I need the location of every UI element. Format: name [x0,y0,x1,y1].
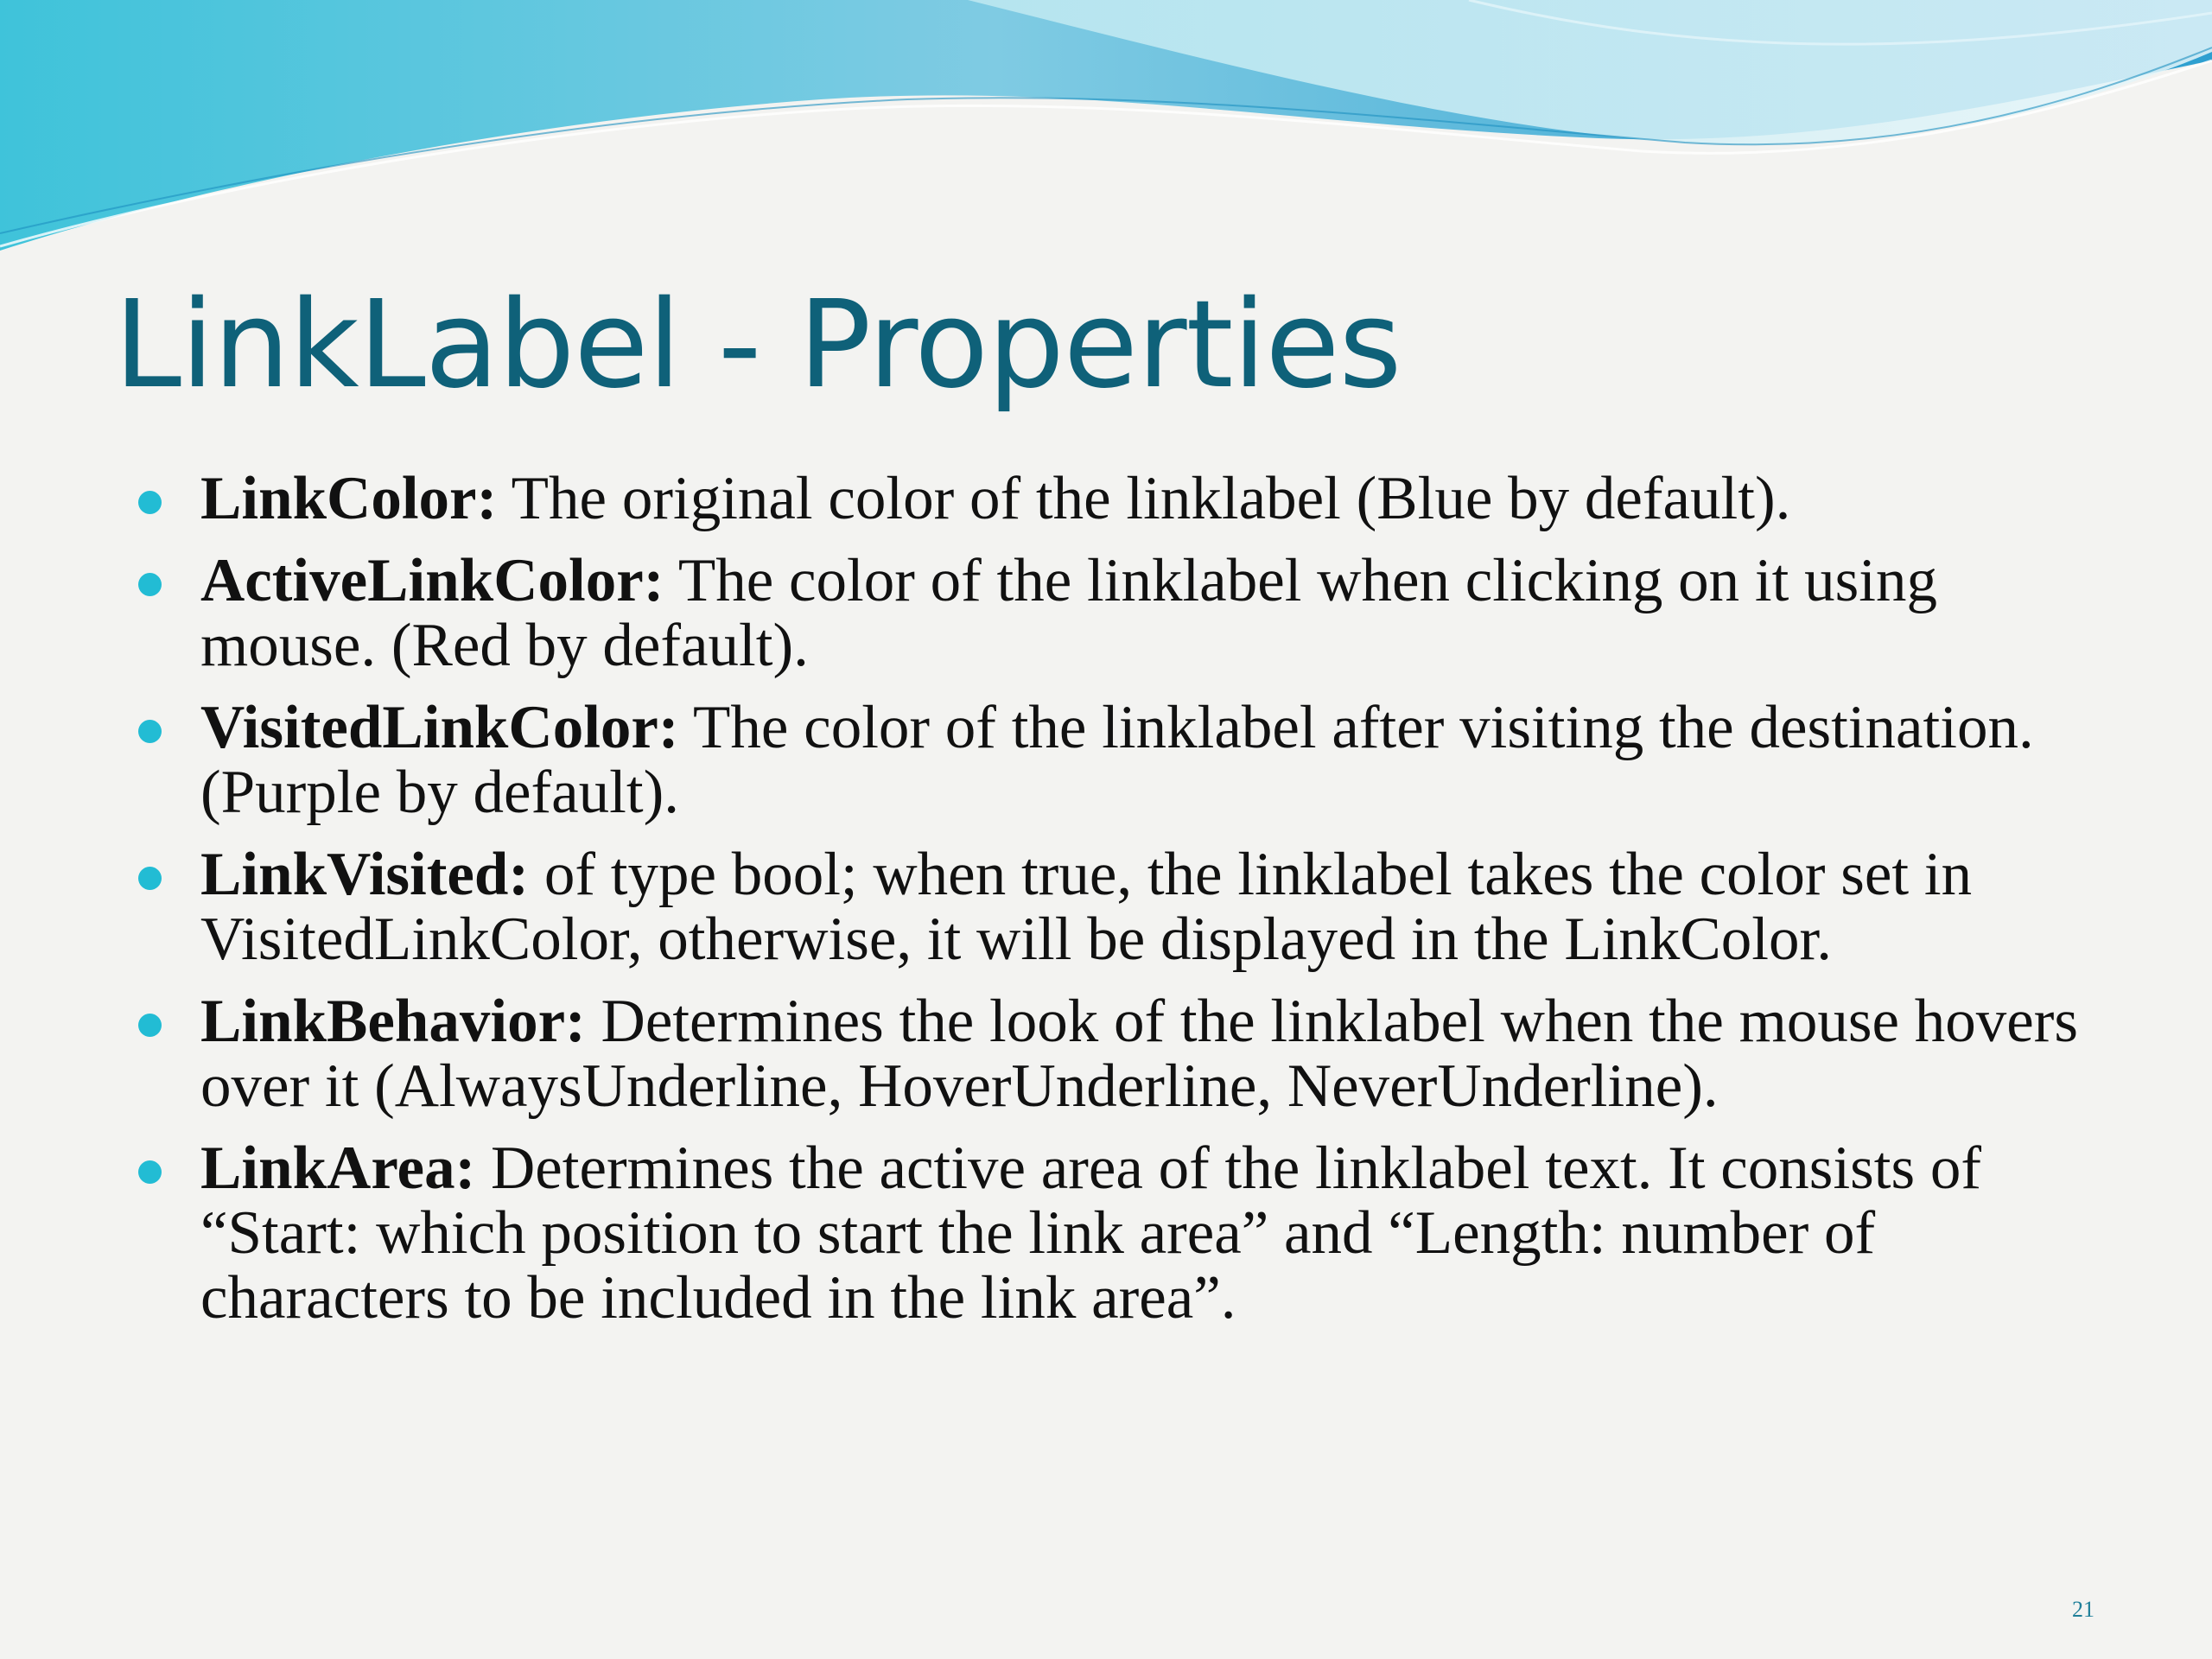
property-name: ActiveLinkColor: [200,547,664,614]
property-description: of type bool; when true, the linklabel takes the color set in VisitedLinkColor, otherwise, it will be displayed in the LinkColor. [200,841,1973,973]
property-description: Determines the active area of the linklabel text. It consists of “Start: which position to start the link area” and “Length: number of characters to be included in the link area”. [200,1135,1982,1332]
bullet-item-activelinkcolor [138,549,2126,678]
property-description: Determines the look of the linklabel when the mouse hovers over it (AlwaysUnderline, HoverUnderline, NeverUnderline). [200,988,2079,1120]
property-name: LinkArea: [200,1135,476,1202]
bullet-dot-icon [138,1014,162,1037]
bullet-dot-icon [138,491,162,514]
property-name: LinkVisited: [200,841,530,908]
slide-number: 21 [2072,1597,2094,1622]
slide-title: LinkLabel - Properties [114,275,1402,416]
bullet-dot-icon [138,720,162,743]
property-description: The color of the linklabel after visiting the destination. (Purple by default). [200,694,2034,826]
property-name: LinkBehavior: [200,988,586,1055]
bullet-item-linkcolor [138,467,2126,531]
bullet-item-visitedlinkcolor [138,696,2126,825]
property-description: The original color of the linklabel (Blue by default). [497,465,1791,532]
bullet-dot-icon [138,1160,162,1184]
bullet-list [138,467,2126,1348]
property-name: LinkColor: [200,465,498,532]
property-name: VisitedLinkColor: [200,694,679,761]
bullet-item-linkbehavior [138,989,2126,1119]
property-description: The color of the linklabel when clicking on it using mouse. (Red by default). [200,547,1937,679]
bullet-dot-icon [138,573,162,596]
header-wave-decoration [0,0,2212,276]
bullet-item-linkvisited [138,842,2126,972]
bullet-item-linkarea [138,1136,2126,1331]
bullet-dot-icon [138,867,162,890]
